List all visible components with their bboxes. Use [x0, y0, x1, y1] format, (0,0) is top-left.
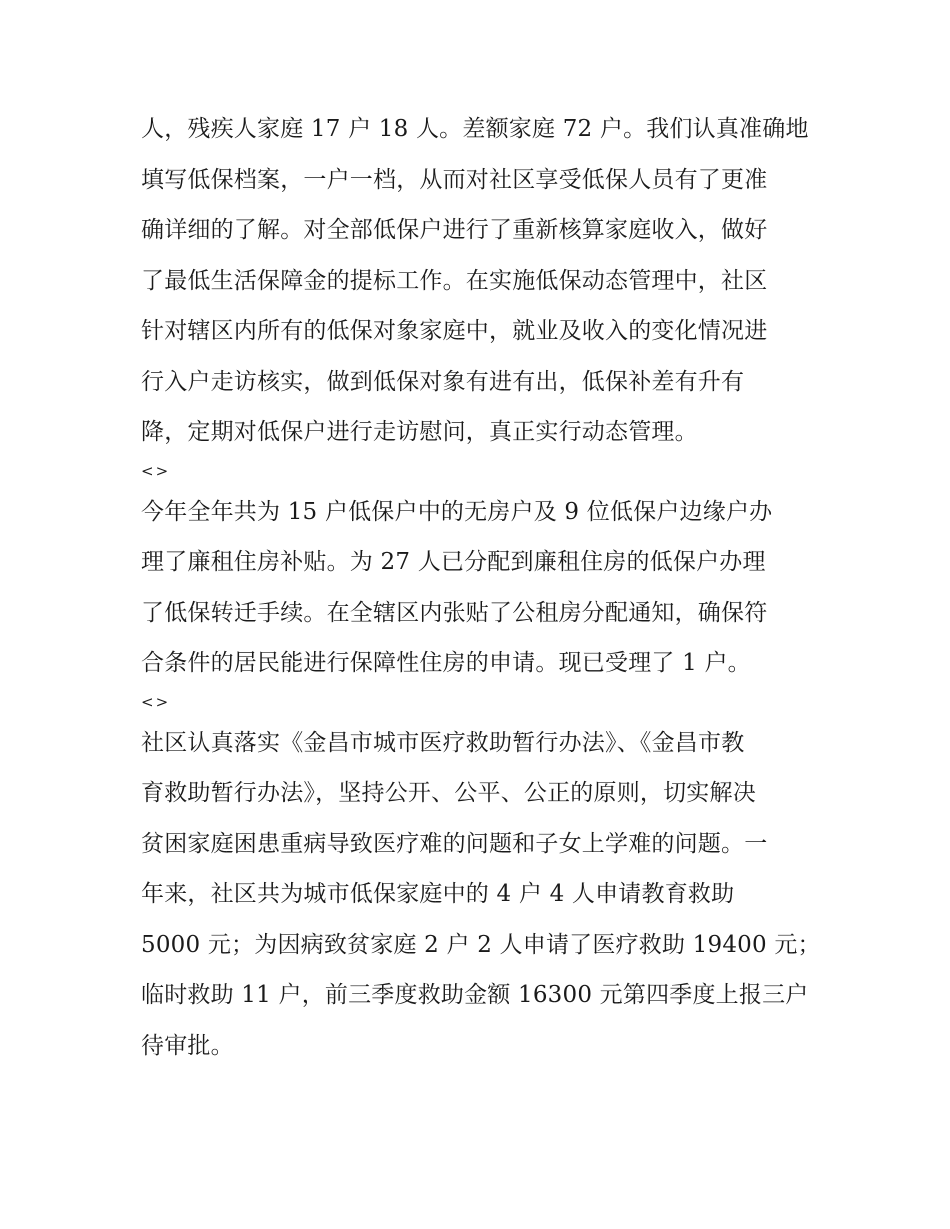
- text-line: 降，定期对低保户进行走访慰问，真正实行动态管理。: [141, 419, 698, 445]
- section-marker: <>: [141, 692, 171, 711]
- text-line: 了最低生活保障金的提标工作。在实施低保动态管理中，社区: [141, 267, 768, 294]
- text-line: 人，残疾人家庭 17 户 18 人。差额家庭 72 户。我们认真准确地: [141, 116, 809, 142]
- text-line: 行入户走访核实，做到低保对象有进有出，低保补差有升有: [141, 368, 745, 395]
- text-line: 针对辖区内所有的低保对象家庭中，就业及收入的变化情况进: [141, 318, 768, 344]
- text-line: 育救助暂行办法》，坚持公开、公平、公正的原则，切实解决: [141, 780, 756, 806]
- text-line: 填写低保档案，一户一档，从而对社区享受低保人员有了更准: [141, 166, 768, 193]
- document-body: [141, 104, 821, 1071]
- text-line: 贫困家庭困患重病导致医疗难的问题和子女上学难的问题。一: [141, 830, 768, 857]
- text-line: 待审批。: [141, 1032, 234, 1059]
- paragraph-medical-education-aid: [141, 718, 821, 1072]
- paragraph-low-income-households: [141, 104, 821, 458]
- text-line: 临时救助 11 户，前三季度救助金额 16300 元第四季度上报三户: [141, 982, 809, 1008]
- text-line: 确详细的了解。对全部低保户进行了重新核算家庭收入，做好: [141, 217, 768, 243]
- text-line: 今年全年共为 15 户低保户中的无房户及 9 位低保户边缘户办: [141, 498, 773, 525]
- text-line: 社区认真落实《金昌市城市医疗救助暂行办法》、《金昌市教: [141, 729, 745, 756]
- section-marker: <>: [141, 461, 171, 480]
- text-line: 了低保转迁手续。在全辖区内张贴了公租房分配通知，确保符: [141, 599, 768, 626]
- text-line: 年来，社区共为城市低保家庭中的 4 户 4 人申请教育救助: [141, 881, 735, 907]
- text-line: 理了廉租住房补贴。为 27 人已分配到廉租住房的低保户办理: [141, 549, 766, 575]
- text-line: 合条件的居民能进行保障性住房的申请。现已受理了 1 户。: [141, 650, 751, 676]
- paragraph-housing-subsidy: [141, 487, 821, 689]
- text-line: 5000 元；为因病致贫家庭 2 户 2 人申请了医疗救助 19400 元；: [141, 931, 821, 958]
